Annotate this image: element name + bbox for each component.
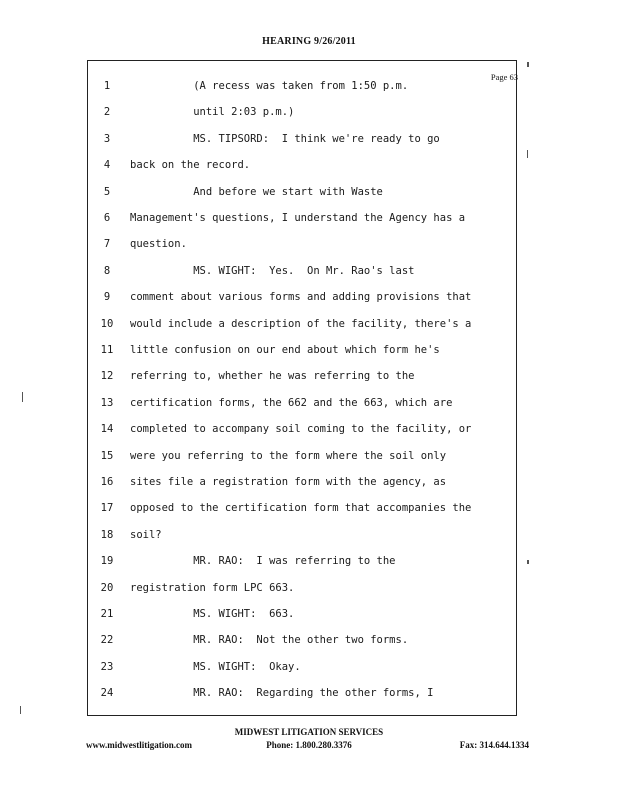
line-text: MR. RAO: I was referring to the [130, 555, 396, 568]
line-text: Management's questions, I understand the Agency has a [130, 212, 466, 224]
line-number: 24 [100, 687, 114, 700]
line-text: were you referring to the form where the soil only [130, 449, 447, 462]
line-number: 19 [100, 555, 114, 568]
line-text: back on the record. [130, 159, 251, 172]
line-number: 5 [103, 185, 111, 198]
line-number: 7 [103, 238, 111, 251]
line-text: sites file a registration form with the agency, as [130, 476, 447, 488]
line-text: And before we start with Waste [130, 185, 383, 198]
transcript-line [96, 555, 516, 575]
line-number: 12 [100, 370, 114, 383]
line-text: question. [130, 238, 187, 251]
page-number: Page 63 [490, 72, 518, 82]
line-text: until 2:03 p.m.) [130, 106, 295, 119]
transcript-line [96, 238, 516, 258]
transcript-line [96, 265, 516, 285]
transcript-line [96, 133, 516, 153]
line-number: 20 [100, 581, 114, 594]
line-text: opposed to the certification form that accompanies the [130, 502, 472, 515]
line-number: 4 [103, 159, 111, 172]
footer-fax: Fax: 314.644.1334 [459, 740, 529, 750]
footer-company: MIDWEST LITIGATION SERVICES [234, 727, 384, 737]
line-text: MR. RAO: Regarding the other forms, I [130, 687, 434, 700]
line-number: 8 [103, 264, 111, 277]
line-text: certification forms, the 662 and the 663, which are [130, 396, 453, 409]
transcript-line [96, 186, 516, 206]
line-text: MS. TIPSORD: I think we're ready to go [130, 132, 440, 145]
scan-speck [527, 560, 529, 564]
transcript-line [96, 370, 516, 390]
line-number: 6 [103, 212, 111, 224]
line-number: 16 [100, 476, 114, 488]
line-number: 13 [100, 396, 114, 409]
line-number: 11 [100, 344, 114, 356]
line-text: (A recess was taken from 1:50 p.m. [130, 80, 409, 92]
line-number: 3 [103, 132, 111, 145]
transcript-line [96, 159, 516, 179]
line-number: 22 [100, 634, 114, 647]
line-text: MS. WIGHT: 663. [130, 608, 295, 620]
transcript-line [96, 634, 516, 654]
line-number: 21 [100, 608, 114, 620]
line-text: comment about various forms and adding provisions that [130, 291, 472, 304]
line-text: registration form LPC 663. [130, 581, 295, 594]
footer-phone: Phone: 1.800.280.3376 [266, 740, 352, 750]
scan-speck [527, 150, 528, 158]
transcript-line [96, 291, 516, 311]
scan-speck [22, 392, 23, 402]
line-number: 15 [100, 449, 114, 462]
line-text: MR. RAO: Not the other two forms. [130, 634, 409, 647]
line-number: 10 [100, 317, 114, 330]
transcript-line [96, 608, 516, 628]
line-text: little confusion on our end about which form he's [130, 344, 440, 356]
line-text: soil? [130, 528, 162, 541]
transcript-line [96, 397, 516, 417]
line-number: 9 [103, 291, 111, 304]
footer-website: www.midwestlitigation.com [86, 740, 192, 750]
transcript-line [96, 423, 516, 443]
transcript-line [96, 344, 516, 364]
transcript-line [96, 80, 516, 100]
line-number: 2 [103, 106, 111, 119]
transcript-line [96, 661, 516, 681]
line-text: MS. WIGHT: Okay. [130, 660, 301, 673]
transcript-line [96, 318, 516, 338]
footer-contact [0, 740, 618, 754]
transcript-line [96, 582, 516, 602]
transcript-line [96, 502, 516, 522]
page-header: HEARING 9/26/2011 [262, 36, 356, 47]
line-number: 23 [100, 660, 114, 673]
line-number: 1 [103, 80, 111, 92]
transcript-line [96, 687, 516, 707]
line-text: referring to, whether he was referring to the [130, 370, 415, 383]
transcript-line [96, 476, 516, 496]
transcript-line [96, 106, 516, 126]
line-text: MS. WIGHT: Yes. On Mr. Rao's last [130, 264, 415, 277]
line-number: 18 [100, 528, 114, 541]
line-number: 14 [100, 423, 114, 436]
transcript-line [96, 212, 516, 232]
scan-speck [527, 62, 529, 67]
scan-speck [20, 706, 21, 714]
line-text: would include a description of the facility, there's a [130, 317, 472, 330]
line-text: completed to accompany soil coming to the facility, or [130, 423, 472, 436]
line-number: 17 [100, 502, 114, 515]
transcript-line [96, 529, 516, 549]
transcript-line [96, 450, 516, 470]
